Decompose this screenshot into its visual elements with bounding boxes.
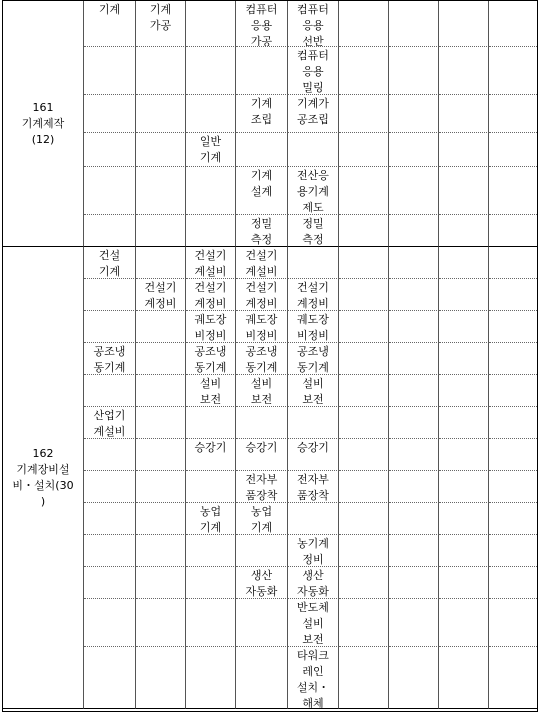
- empty-cell: [439, 343, 489, 375]
- table-cell: [288, 647, 339, 709]
- empty-cell: [439, 535, 489, 567]
- cell-text: 설비 보전: [250, 377, 273, 406]
- cell-text: 설비 보전: [199, 377, 222, 406]
- empty-cell: [389, 647, 439, 709]
- cell-text: 반도체 설비 보전: [297, 601, 329, 646]
- empty-cell: [339, 439, 389, 471]
- empty-cell: [136, 407, 186, 439]
- table-cell: [288, 1, 339, 47]
- cell-text: 공조냉 동기계: [297, 345, 329, 374]
- table-cell: [236, 215, 288, 247]
- empty-cell: [389, 167, 439, 215]
- table-cell: [136, 1, 186, 47]
- empty-cell: [439, 47, 489, 95]
- empty-cell: [439, 95, 489, 133]
- empty-cell: [236, 647, 288, 709]
- table-cell: [288, 535, 339, 567]
- table-cell: [288, 375, 339, 407]
- empty-cell: [489, 311, 537, 343]
- empty-cell: [489, 247, 537, 279]
- empty-cell: [389, 279, 439, 311]
- empty-cell: [389, 599, 439, 647]
- table-cell: [84, 247, 136, 279]
- empty-cell: [136, 471, 186, 503]
- table-cell: [288, 471, 339, 503]
- empty-cell: [439, 599, 489, 647]
- table-cell: [236, 311, 288, 343]
- empty-cell: [84, 47, 136, 95]
- empty-cell: [236, 47, 288, 95]
- group-label: [3, 247, 84, 709]
- cell-text: 161 기계제작 (12): [21, 101, 65, 146]
- empty-cell: [84, 215, 136, 247]
- table-cell: [236, 471, 288, 503]
- empty-cell: [84, 567, 136, 599]
- table-cell: [288, 343, 339, 375]
- table-cell: [186, 311, 236, 343]
- empty-cell: [389, 471, 439, 503]
- table-cell: [288, 47, 339, 95]
- empty-cell: [186, 535, 236, 567]
- cell-text: 건설기 계정비: [144, 281, 177, 310]
- empty-cell: [288, 133, 339, 167]
- cell-text: 전자부 품장착: [297, 473, 329, 502]
- table-cell: [288, 599, 339, 647]
- empty-cell: [489, 1, 537, 47]
- empty-cell: [339, 535, 389, 567]
- table-cell: [288, 439, 339, 471]
- cell-text: 궤도장 비정비: [297, 313, 329, 342]
- table-cell: [288, 279, 339, 311]
- empty-cell: [339, 471, 389, 503]
- empty-cell: [489, 407, 537, 439]
- empty-cell: [136, 599, 186, 647]
- table-cell: [84, 1, 136, 47]
- empty-cell: [136, 503, 186, 535]
- empty-cell: [339, 567, 389, 599]
- empty-cell: [489, 535, 537, 567]
- cell-text: 농기계 정비: [297, 537, 329, 566]
- empty-cell: [489, 167, 537, 215]
- empty-cell: [186, 567, 236, 599]
- table-cell: [186, 439, 236, 471]
- cell-text: 건설기 계정비: [297, 281, 329, 310]
- cell-text: 산업기 계설비: [93, 409, 126, 438]
- table-cell: [236, 1, 288, 47]
- empty-cell: [489, 133, 537, 167]
- empty-cell: [439, 215, 489, 247]
- empty-cell: [136, 215, 186, 247]
- table-cell: [236, 279, 288, 311]
- empty-cell: [439, 647, 489, 709]
- empty-cell: [84, 311, 136, 343]
- empty-cell: [489, 95, 537, 133]
- cell-text: 건설기 계설비: [194, 249, 227, 278]
- cell-text: 승강기: [194, 441, 227, 454]
- empty-cell: [389, 439, 439, 471]
- cell-text: 건설기 계정비: [194, 281, 227, 310]
- table-cell: [186, 343, 236, 375]
- empty-cell: [339, 133, 389, 167]
- empty-cell: [136, 535, 186, 567]
- empty-cell: [489, 343, 537, 375]
- empty-cell: [489, 599, 537, 647]
- empty-cell: [439, 439, 489, 471]
- cell-text: 정밀 측정: [302, 217, 324, 246]
- empty-cell: [84, 599, 136, 647]
- table-cell: [236, 503, 288, 535]
- empty-cell: [389, 47, 439, 95]
- empty-cell: [489, 375, 537, 407]
- empty-cell: [389, 407, 439, 439]
- cell-text: 농업 기계: [250, 505, 273, 534]
- empty-cell: [439, 247, 489, 279]
- empty-cell: [186, 95, 236, 133]
- empty-cell: [489, 567, 537, 599]
- empty-cell: [489, 647, 537, 709]
- empty-cell: [136, 439, 186, 471]
- cell-text: 생산 자동화: [297, 569, 329, 598]
- empty-cell: [389, 215, 439, 247]
- table-cell: [186, 279, 236, 311]
- empty-cell: [136, 247, 186, 279]
- empty-cell: [389, 503, 439, 535]
- empty-cell: [186, 1, 236, 47]
- empty-cell: [439, 167, 489, 215]
- table-cell: [288, 167, 339, 215]
- table-cell: [84, 343, 136, 375]
- empty-cell: [389, 247, 439, 279]
- cell-text: 컴퓨터 응용 밀링: [297, 49, 329, 94]
- group-label: [3, 1, 84, 247]
- empty-cell: [136, 95, 186, 133]
- empty-cell: [339, 647, 389, 709]
- empty-cell: [389, 535, 439, 567]
- cell-text: 설비 보전: [302, 377, 324, 406]
- empty-cell: [439, 375, 489, 407]
- empty-cell: [489, 471, 537, 503]
- empty-cell: [339, 1, 389, 47]
- table-cell: [236, 247, 288, 279]
- empty-cell: [489, 439, 537, 471]
- empty-cell: [236, 407, 288, 439]
- cell-text: 일반 기계: [199, 135, 222, 164]
- empty-cell: [136, 167, 186, 215]
- empty-cell: [489, 47, 537, 95]
- empty-cell: [136, 647, 186, 709]
- empty-cell: [84, 95, 136, 133]
- table-cell: [186, 247, 236, 279]
- empty-cell: [84, 279, 136, 311]
- empty-cell: [339, 311, 389, 343]
- empty-cell: [439, 133, 489, 167]
- table-cell: [84, 407, 136, 439]
- classification-table: [2, 0, 538, 712]
- table-cell: [236, 375, 288, 407]
- table-cell: [236, 439, 288, 471]
- cell-text: 궤도장 비정비: [194, 313, 227, 342]
- empty-cell: [339, 215, 389, 247]
- table-cell: [236, 343, 288, 375]
- empty-cell: [136, 133, 186, 167]
- cell-text: 기계 설계: [250, 169, 273, 198]
- cell-text: 승강기: [245, 441, 278, 454]
- empty-cell: [389, 375, 439, 407]
- table-cell: [288, 215, 339, 247]
- cell-text: 컴퓨터 응용 선반: [297, 3, 329, 47]
- empty-cell: [186, 47, 236, 95]
- empty-cell: [339, 95, 389, 133]
- empty-cell: [236, 599, 288, 647]
- empty-cell: [136, 311, 186, 343]
- cell-text: 컴퓨터 응용 가공: [245, 3, 278, 47]
- empty-cell: [136, 375, 186, 407]
- empty-cell: [84, 133, 136, 167]
- table-cell: [236, 167, 288, 215]
- empty-cell: [339, 343, 389, 375]
- empty-cell: [136, 343, 186, 375]
- empty-cell: [84, 503, 136, 535]
- cell-text: 전산응 용기계 제도: [297, 169, 329, 214]
- empty-cell: [84, 439, 136, 471]
- cell-text: 전자부 품장착: [245, 473, 278, 502]
- empty-cell: [288, 503, 339, 535]
- cell-text: 공조냉 동기계: [194, 345, 227, 374]
- table-cell: [186, 133, 236, 167]
- empty-cell: [489, 215, 537, 247]
- empty-cell: [439, 471, 489, 503]
- empty-cell: [439, 567, 489, 599]
- table-cell: [288, 95, 339, 133]
- empty-cell: [136, 567, 186, 599]
- empty-cell: [339, 279, 389, 311]
- empty-cell: [339, 167, 389, 215]
- empty-cell: [236, 535, 288, 567]
- empty-cell: [186, 471, 236, 503]
- cell-text: 건설기 계정비: [245, 281, 278, 310]
- table-cell: [288, 567, 339, 599]
- empty-cell: [136, 47, 186, 95]
- cell-text: 궤도장 비정비: [245, 313, 278, 342]
- table-cell: [288, 311, 339, 343]
- cell-text: 기계: [98, 3, 121, 16]
- empty-cell: [339, 407, 389, 439]
- cell-text: 공조냉 동기계: [245, 345, 278, 374]
- empty-cell: [186, 215, 236, 247]
- empty-cell: [339, 503, 389, 535]
- cell-text: 정밀 측정: [250, 217, 273, 246]
- empty-cell: [236, 133, 288, 167]
- empty-cell: [84, 535, 136, 567]
- empty-cell: [489, 503, 537, 535]
- cell-text: 기계 조립: [250, 97, 273, 126]
- cell-text: 타워크 레인 설치・ 해체: [296, 649, 330, 709]
- empty-cell: [288, 247, 339, 279]
- empty-cell: [439, 503, 489, 535]
- empty-cell: [339, 47, 389, 95]
- empty-cell: [439, 279, 489, 311]
- empty-cell: [186, 407, 236, 439]
- empty-cell: [84, 471, 136, 503]
- cell-text: 건설기 계설비: [245, 249, 278, 278]
- empty-cell: [84, 167, 136, 215]
- cell-text: 농업 기계: [199, 505, 222, 534]
- cell-text: 생산 자동화: [245, 569, 278, 598]
- table-cell: [236, 95, 288, 133]
- empty-cell: [489, 279, 537, 311]
- table-cell: [186, 503, 236, 535]
- cell-text: 기계 가공: [149, 3, 172, 32]
- cell-text: 건설 기계: [98, 249, 121, 278]
- empty-cell: [439, 1, 489, 47]
- empty-cell: [389, 567, 439, 599]
- empty-cell: [186, 167, 236, 215]
- cell-text: 공조냉 동기계: [93, 345, 126, 374]
- empty-cell: [84, 375, 136, 407]
- empty-cell: [389, 133, 439, 167]
- empty-cell: [186, 599, 236, 647]
- empty-cell: [389, 1, 439, 47]
- empty-cell: [339, 375, 389, 407]
- empty-cell: [339, 247, 389, 279]
- empty-cell: [288, 407, 339, 439]
- empty-cell: [389, 343, 439, 375]
- empty-cell: [439, 407, 489, 439]
- table-cell: [236, 567, 288, 599]
- cell-text: 162 기계장비설 비・설치(30 ): [12, 447, 74, 508]
- empty-cell: [389, 95, 439, 133]
- cell-text: 승강기: [297, 441, 329, 454]
- table-cell: [186, 375, 236, 407]
- cell-text: 기계가 공조립: [297, 97, 329, 126]
- empty-cell: [439, 311, 489, 343]
- empty-cell: [186, 647, 236, 709]
- table-cell: [136, 279, 186, 311]
- empty-cell: [339, 599, 389, 647]
- empty-cell: [84, 647, 136, 709]
- empty-cell: [389, 311, 439, 343]
